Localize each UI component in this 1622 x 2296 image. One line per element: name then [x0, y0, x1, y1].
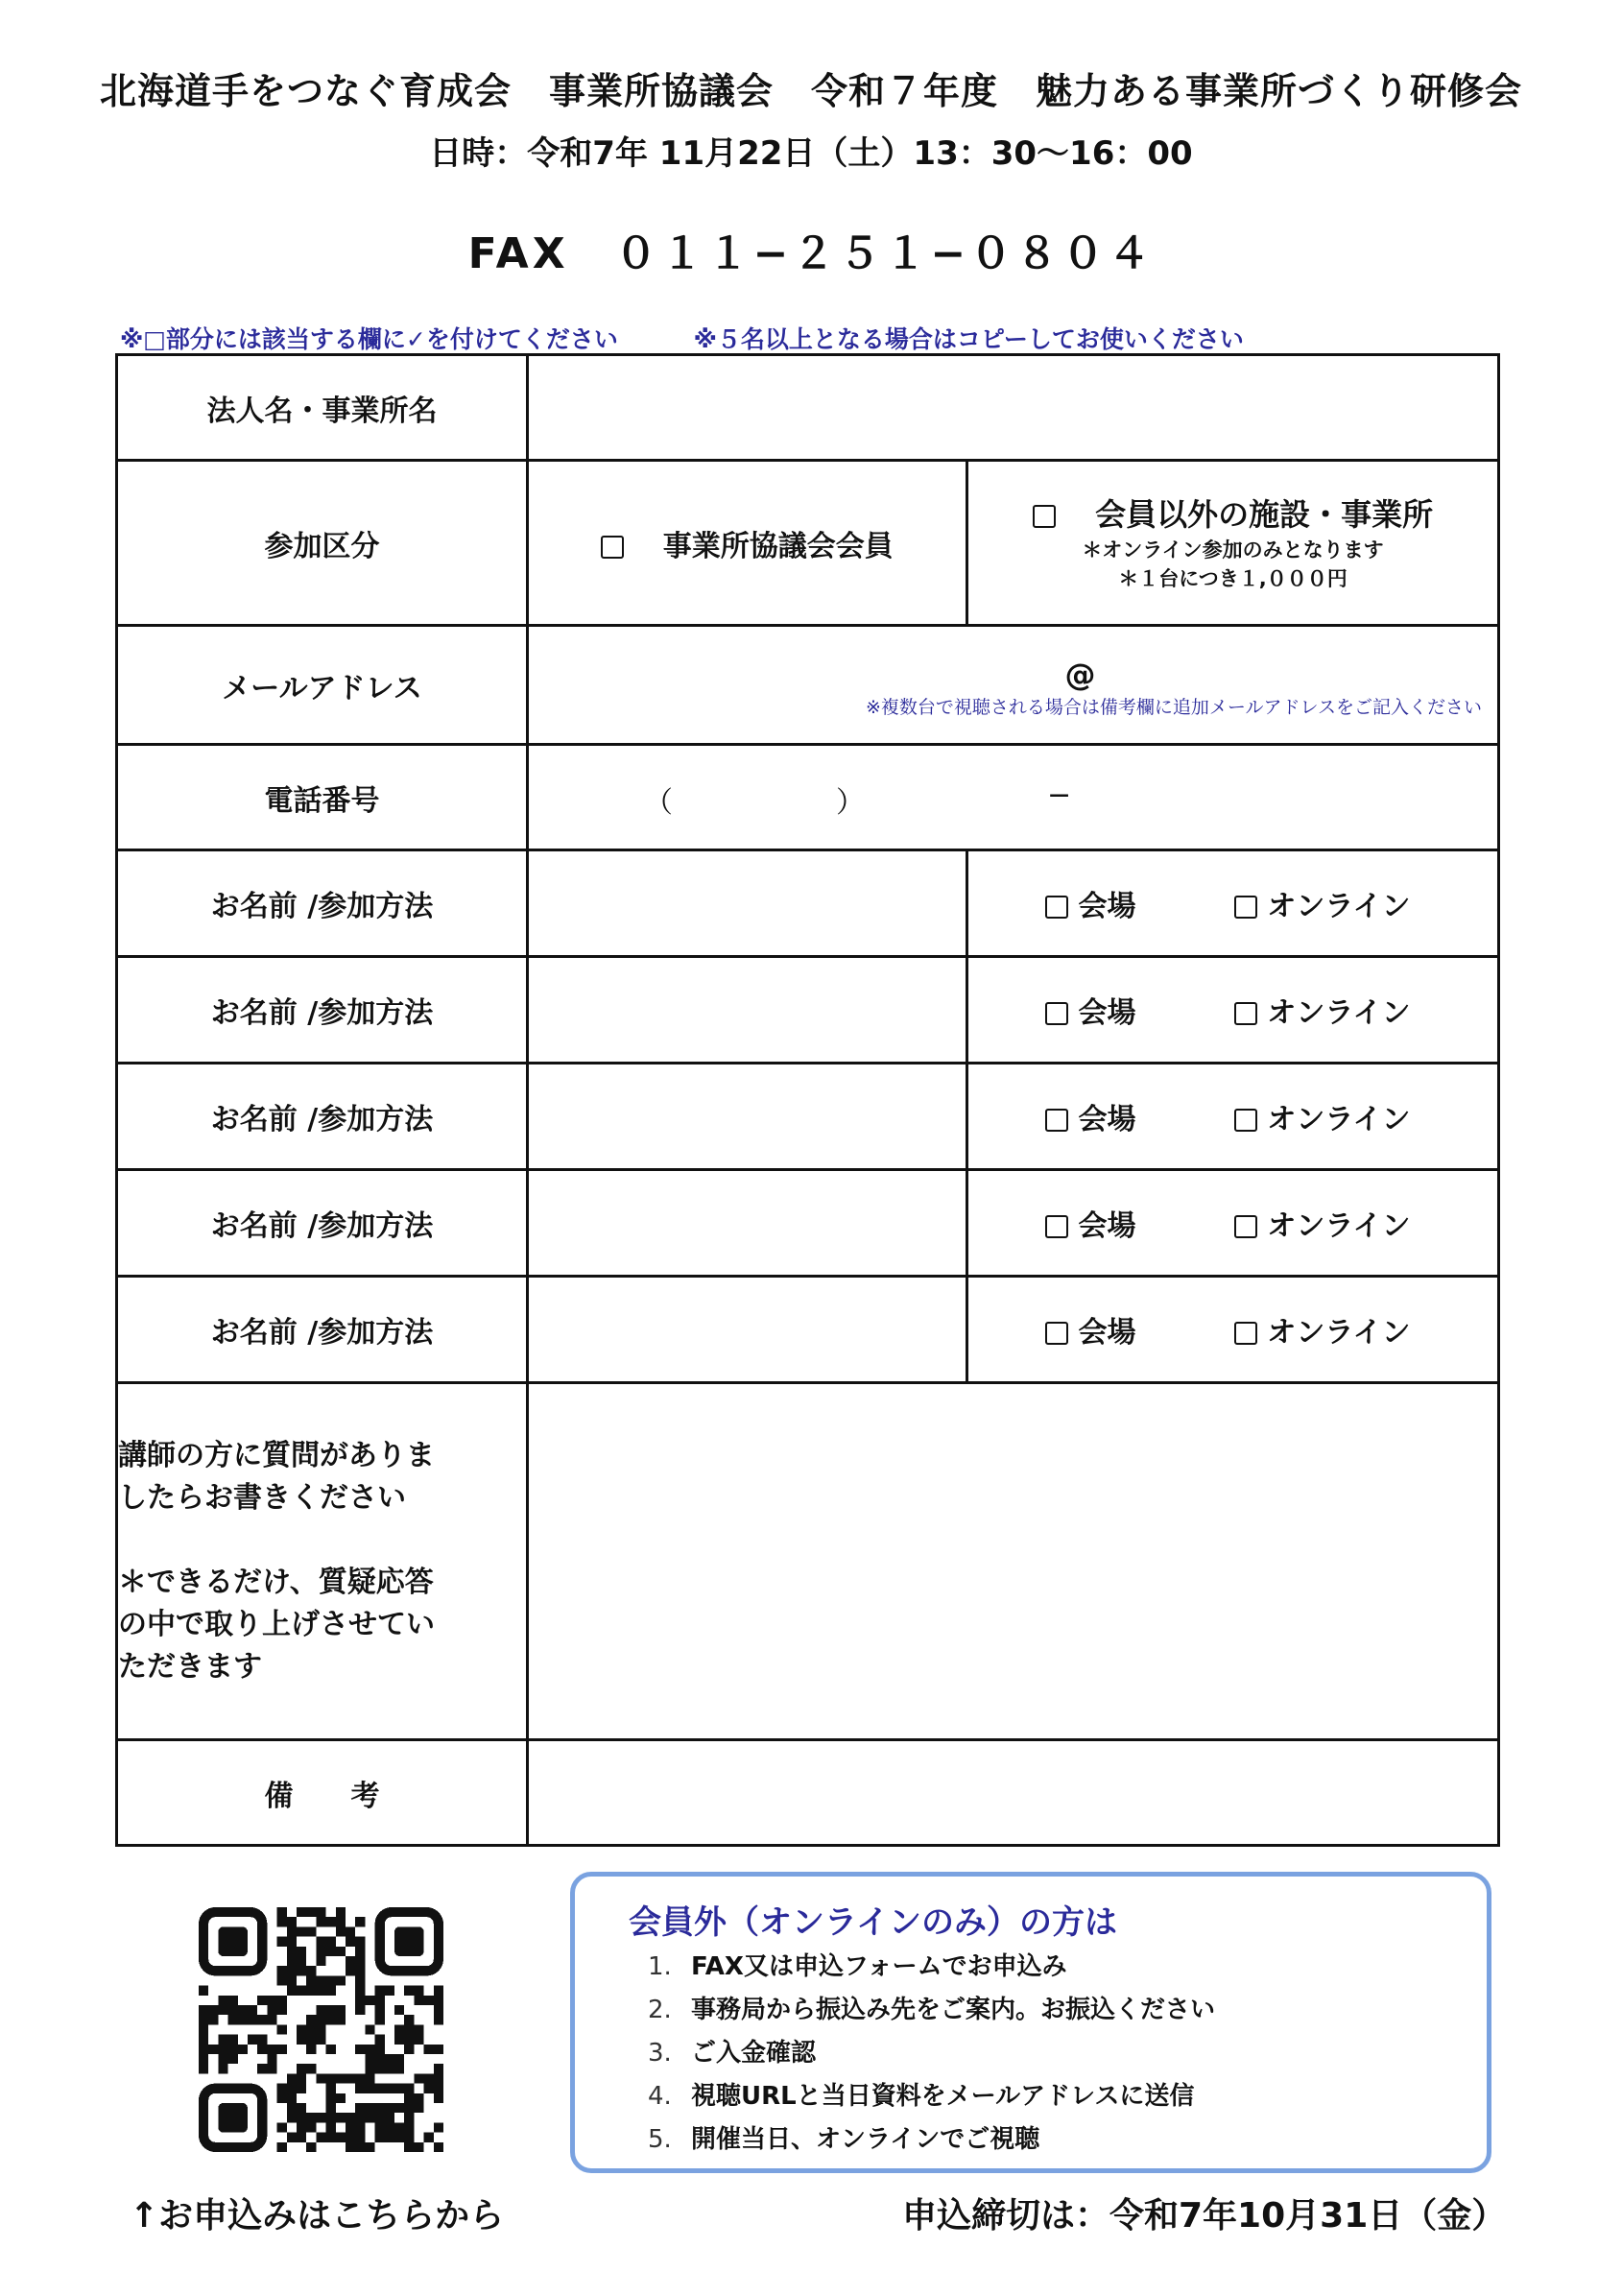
fax-number: FAX ０１１−２５１−０８０４ [467, 229, 1155, 278]
instruction-notes [120, 321, 1244, 355]
copy-note: ※５名以上となる場合はコピーしてお使いください [693, 325, 1244, 353]
question-label [117, 1383, 528, 1740]
nonmember-info-title: 会員外（オンラインのみ）の方は [629, 1903, 1117, 1942]
nonmember-option[interactable] [967, 461, 1499, 626]
online-label: オンライン [1267, 890, 1411, 923]
step-text: 視聴URLと当日資料をメールアドレスに送信 [691, 2082, 1195, 2111]
method-options [967, 1064, 1499, 1170]
online-label: オンライン [1267, 1209, 1411, 1243]
method-options [967, 1277, 1499, 1383]
step-item [648, 1989, 1215, 2032]
step-item [648, 2075, 1215, 2118]
application-deadline: 申込締切は：令和7年10月31日（金） [902, 2196, 1507, 2236]
qr-code[interactable] [199, 1907, 443, 2152]
step-number: 1. [648, 1952, 672, 1981]
phone-paren-close: ） [836, 785, 865, 820]
email-at: @ [1064, 657, 1096, 693]
name-label: お名前 /参加方法 [117, 1277, 528, 1383]
name-input[interactable] [528, 850, 967, 957]
question-line: したらお書きください [118, 1480, 406, 1515]
name-label: お名前 /参加方法 [117, 1170, 528, 1277]
nonmember-note-fee: ＊１台につき１,０００円 [1118, 566, 1348, 590]
step-item [648, 2032, 1215, 2075]
venue-checkbox[interactable] [1045, 1109, 1068, 1132]
question-line: ＊できるだけ、質疑応答 [118, 1565, 434, 1599]
step-number: 3. [648, 2039, 672, 2068]
venue-checkbox[interactable] [1045, 1322, 1068, 1345]
nonmember-steps [648, 1946, 1215, 2162]
nonmember-note-online: ＊オンライン参加のみとなります [1082, 538, 1384, 562]
nonmember-option-label: 会員以外の施設・事業所 [1095, 495, 1434, 533]
event-datetime: 日時：令和7年 11月22日（土）13：30〜16：00 [429, 134, 1193, 173]
step-number: 2. [648, 1996, 672, 2024]
member-checkbox[interactable] [601, 536, 624, 559]
name-label: お名前 /参加方法 [117, 850, 528, 957]
phone-input[interactable] [528, 745, 1499, 850]
venue-checkbox[interactable] [1045, 896, 1068, 919]
phone-label: 電話番号 [117, 745, 528, 850]
step-item [648, 1946, 1215, 1989]
venue-label: 会場 [1078, 1316, 1136, 1350]
name-label: お名前 /参加方法 [117, 957, 528, 1064]
online-label: オンライン [1267, 1103, 1411, 1136]
name-row [117, 1277, 1499, 1383]
name-row [117, 957, 1499, 1064]
online-checkbox[interactable] [1234, 1109, 1257, 1132]
name-input[interactable] [528, 1170, 967, 1277]
name-row [117, 850, 1499, 957]
question-line: 講師の方に質問がありま [118, 1438, 435, 1472]
check-note: ※□部分には該当する欄に✓を付けてください [120, 325, 618, 353]
page-title: 北海道手をつなぐ育成会 事業所協議会 令和７年度 魅力ある事業所づくり研修会 [99, 70, 1522, 112]
member-option-label: 事業所協議会会員 [662, 529, 894, 563]
qr-caption: ↑お申込みはこちらから [130, 2196, 505, 2236]
method-options [967, 957, 1499, 1064]
online-label: オンライン [1267, 1316, 1411, 1350]
name-input[interactable] [528, 957, 967, 1064]
nonmember-checkbox[interactable] [1033, 505, 1056, 528]
venue-checkbox[interactable] [1045, 1002, 1068, 1025]
step-text: ご入金確認 [691, 2039, 817, 2068]
venue-checkbox[interactable] [1045, 1215, 1068, 1238]
name-row [117, 1064, 1499, 1170]
category-label: 参加区分 [117, 461, 528, 626]
method-options [967, 1170, 1499, 1277]
question-input[interactable] [528, 1383, 1499, 1740]
phone-paren-open: （ [644, 785, 673, 820]
method-options [967, 850, 1499, 957]
email-note: ※複数台で視聴される場合は備考欄に追加メールアドレスをご記入ください [866, 697, 1482, 718]
email-label: メールアドレス [117, 626, 528, 745]
venue-label: 会場 [1078, 1103, 1136, 1136]
org-input[interactable] [528, 355, 1499, 461]
step-text: FAX又は申込フォームでお申込み [691, 1952, 1067, 1981]
online-checkbox[interactable] [1234, 1002, 1257, 1025]
online-checkbox[interactable] [1234, 1215, 1257, 1238]
venue-label: 会場 [1078, 890, 1136, 923]
question-line: ただきます [118, 1649, 262, 1684]
online-checkbox[interactable] [1234, 1322, 1257, 1345]
venue-label: 会場 [1078, 996, 1136, 1030]
name-row [117, 1170, 1499, 1277]
phone-dash: − [1047, 777, 1072, 812]
step-number: 5. [648, 2125, 672, 2154]
name-label: お名前 /参加方法 [117, 1064, 528, 1170]
application-form [115, 353, 1500, 1847]
email-input[interactable] [528, 626, 1499, 745]
remarks-label: 備 考 [117, 1740, 528, 1846]
step-number: 4. [648, 2082, 672, 2111]
step-text: 開催当日、オンラインでご視聴 [691, 2125, 1040, 2154]
remarks-input[interactable] [528, 1740, 1499, 1846]
step-text: 事務局から振込み先をご案内。お振込ください [691, 1996, 1216, 2024]
step-item [648, 2118, 1215, 2162]
org-label: 法人名・事業所名 [117, 355, 528, 461]
online-checkbox[interactable] [1234, 896, 1257, 919]
online-label: オンライン [1267, 996, 1411, 1030]
name-input[interactable] [528, 1277, 967, 1383]
member-option[interactable] [528, 461, 967, 626]
name-input[interactable] [528, 1064, 967, 1170]
question-line: の中で取り上げさせてい [118, 1607, 435, 1641]
venue-label: 会場 [1078, 1209, 1136, 1243]
